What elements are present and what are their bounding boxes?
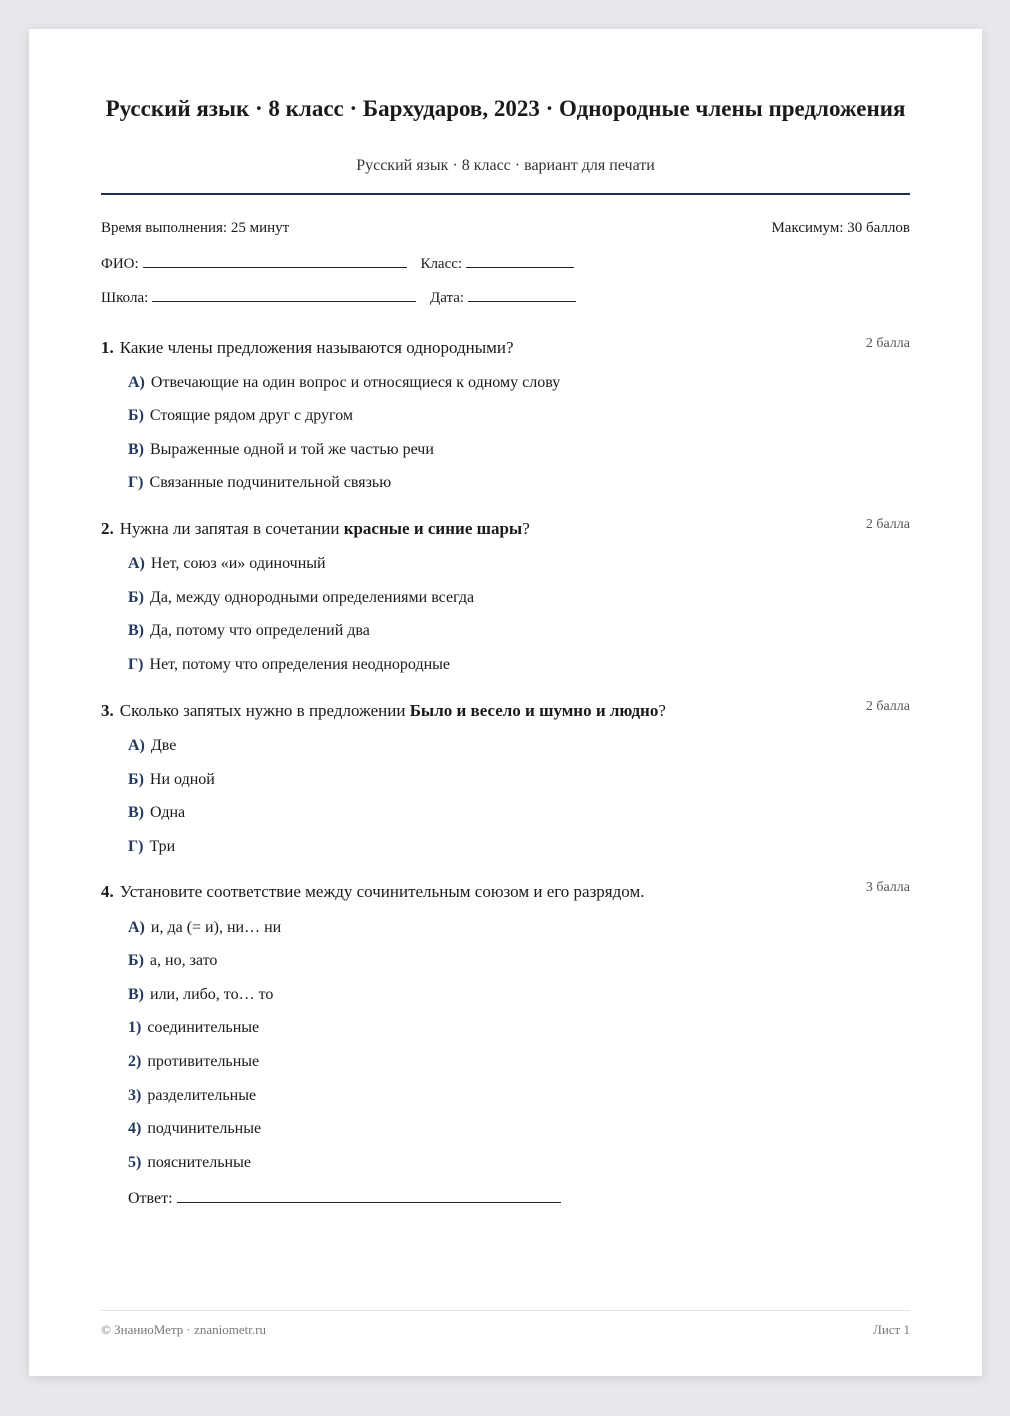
fio-class-row xyxy=(101,253,574,273)
question-text xyxy=(101,338,910,358)
question-emphasis: красные и синие шары xyxy=(343,519,523,538)
option-text: Да, между однородными определениями всегда xyxy=(149,589,475,606)
option-text: Две xyxy=(150,737,177,754)
option xyxy=(128,441,434,459)
option-text: Связанные подчинительной связью xyxy=(149,474,392,491)
option-label: 3) xyxy=(128,1087,142,1104)
option-label: А) xyxy=(128,919,145,936)
option-text: соединительные xyxy=(147,1019,260,1036)
option-label: 2) xyxy=(128,1053,142,1070)
worksheet-page xyxy=(29,29,982,1376)
question-prompt: Сколько запятых нужно в предложении xyxy=(119,701,410,720)
option xyxy=(128,656,450,674)
option-label: 4) xyxy=(128,1120,142,1137)
date-field[interactable] xyxy=(468,287,576,302)
option-label: 5) xyxy=(128,1154,142,1171)
option-text: или, либо, то… то xyxy=(150,986,274,1003)
question-suffix: ? xyxy=(522,519,530,538)
page-number: Лист 1 xyxy=(873,1322,910,1337)
answer-row xyxy=(128,1188,561,1208)
option-text: Нет, потому что определения неоднородные xyxy=(149,656,451,673)
option-label: Г) xyxy=(128,474,144,491)
question-text xyxy=(101,519,910,539)
answer-field[interactable] xyxy=(177,1188,561,1203)
option-label: Г) xyxy=(128,838,144,855)
question-number: 2. xyxy=(101,519,114,538)
max-score: Максимум: 30 баллов xyxy=(771,220,910,236)
question-prompt: Нужна ли запятая в сочетании xyxy=(119,519,344,538)
option xyxy=(128,737,176,755)
question-suffix: ? xyxy=(658,701,666,720)
option-label: Б) xyxy=(128,407,144,424)
question-points: 3 балла xyxy=(865,880,910,895)
option-label: 1) xyxy=(128,1019,142,1036)
option-text: и, да (= и), ни… ни xyxy=(150,919,282,936)
date-label: Дата: xyxy=(430,290,465,306)
question-prompt: Какие члены предложения называются однородными? xyxy=(119,338,514,357)
option xyxy=(128,622,370,640)
option-label: Г) xyxy=(128,656,144,673)
school-date-row xyxy=(101,287,576,307)
option-text: противительные xyxy=(147,1053,260,1070)
fio-label: ФИО: xyxy=(101,256,139,272)
school-label: Школа: xyxy=(101,290,149,306)
question-points: 2 балла xyxy=(865,699,910,714)
option-text: разделительные xyxy=(147,1087,257,1104)
question-number: 1. xyxy=(101,338,114,357)
question-prompt: Установите соответствие между сочинительным союзом и его разрядом. xyxy=(119,882,645,901)
option xyxy=(128,1019,259,1037)
question-4 xyxy=(101,880,910,1207)
option xyxy=(128,374,560,392)
option xyxy=(128,589,474,607)
option-label: А) xyxy=(128,737,145,754)
option-label: Б) xyxy=(128,771,144,788)
option xyxy=(128,1087,256,1105)
option-label: В) xyxy=(128,986,144,1003)
header-divider xyxy=(101,193,910,195)
option xyxy=(128,407,353,425)
option-text: Выраженные одной и той же частью речи xyxy=(150,441,434,458)
option-label: А) xyxy=(128,374,145,391)
question-number: 3. xyxy=(101,701,114,720)
question-emphasis: Было и весело и шумно и людно xyxy=(409,701,659,720)
option-label: Б) xyxy=(128,952,144,969)
option-label: А) xyxy=(128,555,145,572)
option-label: В) xyxy=(128,441,144,458)
option-text: Отвечающие на один вопрос и относящиеся к одному слову xyxy=(150,374,561,391)
question-points: 2 балла xyxy=(865,336,910,351)
school-field[interactable] xyxy=(152,287,416,302)
option xyxy=(128,555,326,573)
time-limit: Время выполнения: 25 минут xyxy=(101,220,290,236)
footer xyxy=(101,1322,910,1338)
option xyxy=(128,474,391,492)
option-text: подчинительные xyxy=(147,1120,262,1137)
option-text: пояснительные xyxy=(147,1154,251,1171)
option-text: Стоящие рядом друг с другом xyxy=(149,407,354,424)
question-2 xyxy=(101,517,910,673)
option xyxy=(128,1120,261,1138)
question-points: 2 балла xyxy=(865,517,910,532)
question-1 xyxy=(101,336,910,491)
option xyxy=(128,1053,259,1071)
footer-divider xyxy=(101,1310,910,1311)
option-text: Три xyxy=(149,838,176,855)
option xyxy=(128,804,185,822)
option-text: Нет, союз «и» одиночный xyxy=(150,555,326,572)
question-3 xyxy=(101,699,910,855)
fio-field[interactable] xyxy=(143,253,407,268)
class-label: Класс: xyxy=(420,256,463,272)
option xyxy=(128,986,273,1004)
option-text: Одна xyxy=(150,804,186,821)
page-subtitle: Русский язык · 8 класс · вариант для печати xyxy=(356,157,655,174)
option xyxy=(128,771,215,789)
option-text: а, но, зато xyxy=(149,952,218,969)
footer-copyright: © ЗнаниоМетр · znaniometr.ru xyxy=(101,1322,266,1337)
option xyxy=(128,952,217,970)
option-text: Да, потому что определений два xyxy=(150,622,370,639)
page-title: Русский язык · 8 класс · Бархударов, 2023 · Однородные члены предложения xyxy=(105,96,906,121)
class-field[interactable] xyxy=(466,253,574,268)
question-text xyxy=(101,882,910,902)
option-label: В) xyxy=(128,622,144,639)
question-number: 4. xyxy=(101,882,114,901)
option xyxy=(128,919,281,937)
option-text: Ни одной xyxy=(149,771,215,788)
option-label: Б) xyxy=(128,589,144,606)
answer-label: Ответ: xyxy=(128,1190,173,1207)
option xyxy=(128,1154,251,1172)
meta-row xyxy=(101,220,910,237)
question-text xyxy=(101,701,910,721)
option xyxy=(128,838,175,856)
option-label: В) xyxy=(128,804,144,821)
